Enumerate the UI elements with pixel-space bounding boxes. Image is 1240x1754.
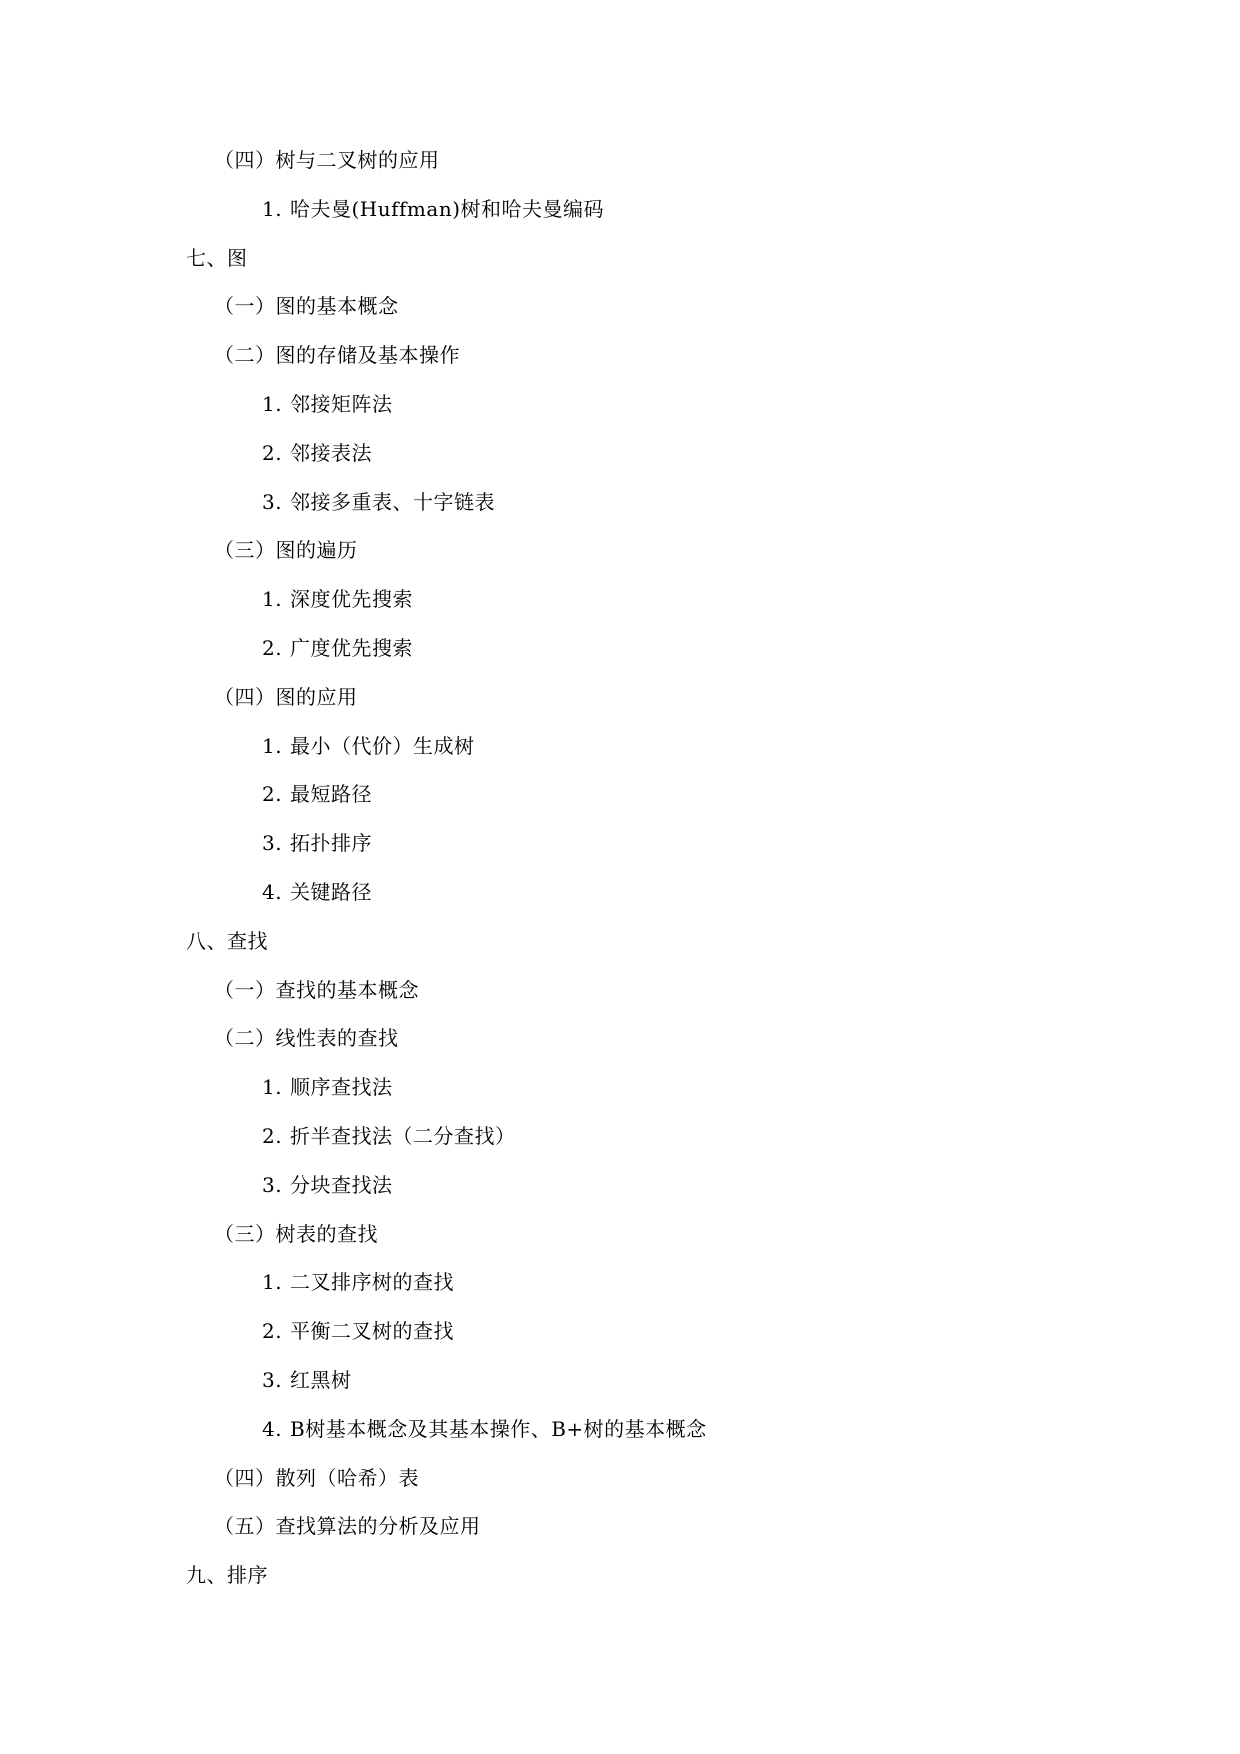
list-item — [0, 782, 1240, 831]
item-number: 4. — [262, 1416, 283, 1441]
section-heading — [0, 148, 1240, 197]
item-text: 最短路径 — [290, 782, 372, 807]
item-text: 邻接矩阵法 — [290, 391, 393, 416]
item-text: 七、图 — [186, 245, 248, 270]
item-number: 2. — [262, 782, 283, 807]
list-item — [0, 1270, 1240, 1319]
section-heading — [0, 1222, 1240, 1271]
item-number: 1. — [262, 587, 283, 612]
item-text: （五）查找算法的分析及应用 — [214, 1514, 481, 1539]
item-text: 深度优先搜索 — [290, 587, 413, 612]
item-text: 二叉排序树的查找 — [290, 1270, 454, 1295]
item-text: 邻接多重表、十字链表 — [290, 489, 495, 514]
item-text: 关键路径 — [290, 879, 372, 904]
item-text: 九、排序 — [186, 1563, 268, 1588]
list-item — [0, 831, 1240, 880]
list-item — [0, 734, 1240, 783]
section-heading — [0, 1514, 1240, 1563]
item-number: 3. — [262, 1367, 283, 1392]
item-text: 拓扑排序 — [290, 831, 372, 856]
list-item — [0, 636, 1240, 685]
list-item — [0, 1075, 1240, 1124]
chapter-heading — [0, 929, 1240, 978]
list-item — [0, 1319, 1240, 1368]
section-heading — [0, 343, 1240, 392]
list-item — [0, 490, 1240, 539]
item-text: （三）图的遍历 — [214, 538, 358, 563]
item-text: （二）线性表的查找 — [214, 1026, 399, 1051]
item-number: 1. — [262, 196, 283, 221]
item-text: 分块查找法 — [290, 1172, 393, 1197]
item-text: B树基本概念及其基本操作、B+树的基本概念 — [290, 1416, 707, 1441]
section-heading — [0, 978, 1240, 1027]
item-text: 顺序查找法 — [290, 1075, 393, 1100]
item-text: 平衡二叉树的查找 — [290, 1319, 454, 1344]
list-item — [0, 587, 1240, 636]
syllabus-outline — [0, 148, 1240, 1612]
item-number: 3. — [262, 1172, 283, 1197]
chapter-heading — [0, 1563, 1240, 1612]
item-text: （一）查找的基本概念 — [214, 977, 419, 1002]
item-number: 1. — [262, 1075, 283, 1100]
item-number: 2. — [262, 635, 283, 660]
chapter-heading — [0, 246, 1240, 295]
item-text: 哈夫曼(Huffman)树和哈夫曼编码 — [290, 196, 605, 221]
item-number: 1. — [262, 1270, 283, 1295]
list-item — [0, 441, 1240, 490]
item-number: 3. — [262, 831, 283, 856]
list-item — [0, 1417, 1240, 1466]
list-item — [0, 1368, 1240, 1417]
list-item — [0, 880, 1240, 929]
item-text: 红黑树 — [290, 1367, 352, 1392]
item-number: 4. — [262, 879, 283, 904]
item-number: 3. — [262, 489, 283, 514]
item-number: 1. — [262, 733, 283, 758]
item-number: 2. — [262, 1319, 283, 1344]
item-number: 1. — [262, 391, 283, 416]
item-text: （四）树与二叉树的应用 — [214, 148, 440, 172]
item-text: 邻接表法 — [290, 440, 372, 465]
section-heading — [0, 294, 1240, 343]
list-item — [0, 392, 1240, 441]
list-item — [0, 1173, 1240, 1222]
item-text: （二）图的存储及基本操作 — [214, 343, 460, 368]
section-heading — [0, 685, 1240, 734]
item-text: （四）图的应用 — [214, 684, 358, 709]
item-text: （四）散列（哈希）表 — [214, 1465, 419, 1490]
section-heading — [0, 1026, 1240, 1075]
item-text: （三）树表的查找 — [214, 1221, 378, 1246]
item-text: 折半查找法（二分查找） — [290, 1123, 516, 1148]
item-text: 广度优先搜索 — [290, 635, 413, 660]
list-item — [0, 197, 1240, 246]
list-item — [0, 1124, 1240, 1173]
item-number: 2. — [262, 440, 283, 465]
section-heading — [0, 1466, 1240, 1515]
section-heading — [0, 538, 1240, 587]
item-text: 最小（代价）生成树 — [290, 733, 475, 758]
item-text: （一）图的基本概念 — [214, 294, 399, 319]
item-text: 八、查找 — [186, 928, 268, 953]
item-number: 2. — [262, 1123, 283, 1148]
